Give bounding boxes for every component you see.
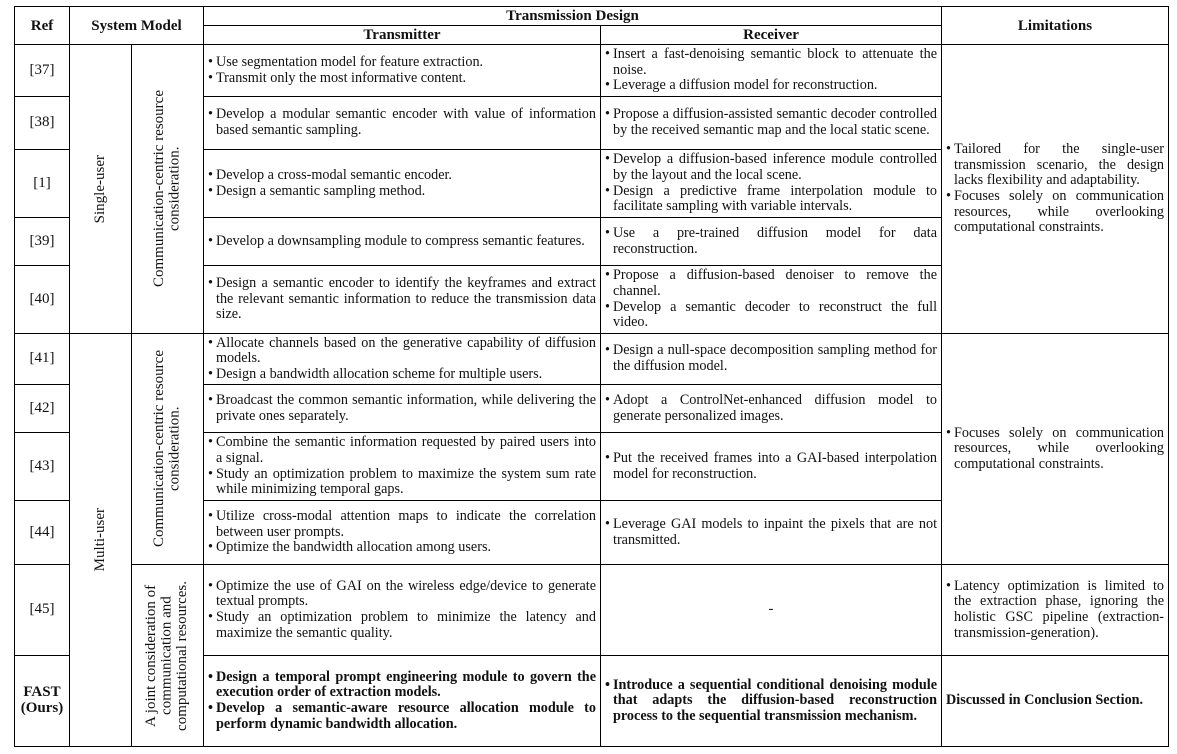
group-label: A joint consideration of communication and computational resources.: [143, 580, 191, 731]
transmitter-cell: [204, 150, 601, 218]
transmitter-cell: [204, 433, 601, 501]
receiver-cell: [601, 97, 942, 150]
list-item: • Leverage a diffusion model for reconstruction.: [605, 78, 937, 94]
list-item: • Optimize the use of GAI on the wireless edge/device to generate textual prompts.: [208, 579, 596, 610]
ref-cell: [45]: [15, 565, 70, 656]
list-item: • Leverage GAI models to inpaint the pixels that are not transmitted.: [605, 517, 937, 548]
list-item: • Design a predictive frame interpolation module to facilitate sampling with variable intervals.: [605, 184, 937, 215]
list-item: • Focuses solely on communication resources, while overlooking computational constraints.: [946, 189, 1164, 236]
table-row: [15, 565, 1169, 656]
list-item: • Allocate channels based on the generative capability of diffusion models.: [208, 336, 596, 367]
transmitter-cell: [204, 45, 601, 97]
list-item: • Study an optimization problem to minimize the latency and maximize the semantic quality.: [208, 610, 596, 641]
ref-cell: [42]: [15, 385, 70, 433]
list-item: • Adopt a ControlNet-enhanced diffusion model to generate personalized images.: [605, 393, 937, 424]
list-item: • Broadcast the common semantic information, while delivering the private ones separately.: [208, 393, 596, 424]
table-row: [15, 45, 1169, 97]
list-item: • Develop a downsampling module to compress semantic features.: [208, 234, 596, 250]
list-item: • Transmit only the most informative content.: [208, 71, 596, 87]
header-limitations: Limitations: [942, 7, 1169, 45]
comparison-table: [14, 6, 1169, 747]
ref-cell: [38]: [15, 97, 70, 150]
ref-cell: FAST (Ours): [15, 656, 70, 747]
list-item: • Develop a semantic decoder to reconstruct the full video.: [605, 300, 937, 331]
receiver-cell: -: [601, 565, 942, 656]
list-item: • Propose a diffusion-assisted semantic decoder controlled by the received semantic map and the local static scene.: [605, 107, 937, 138]
header-transmission-design: Transmission Design: [204, 7, 942, 26]
receiver-cell: [601, 385, 942, 433]
transmitter-cell: [204, 218, 601, 266]
receiver-cell: [601, 656, 942, 747]
receiver-cell: [601, 334, 942, 385]
list-item: • Use segmentation model for feature extraction.: [208, 55, 596, 71]
group-label: Communication-centric resource consideration.: [151, 350, 183, 548]
list-item: • Latency optimization is limited to the extraction phase, ignoring the holistic GSC pipeline (extraction-transmission-generation).: [946, 579, 1164, 641]
receiver-cell: [601, 45, 942, 97]
list-item: • Develop a modular semantic encoder with value of information based semantic sampling.: [208, 107, 596, 138]
ref-cell: [40]: [15, 266, 70, 334]
list-item: • Study an optimization problem to maximize the system sum rate while minimizing temporal gaps.: [208, 467, 596, 498]
list-item: • Introduce a sequential conditional denoising module that adapts the diffusion-based reconstruction process to the sequential transmission mechanism.: [605, 678, 937, 725]
receiver-cell: [601, 150, 942, 218]
receiver-cell: [601, 433, 942, 501]
list-item: • Design a semantic sampling method.: [208, 184, 596, 200]
list-item: • Combine the semantic information requested by paired users into a signal.: [208, 435, 596, 466]
transmitter-cell: [204, 501, 601, 565]
transmitter-cell: [204, 266, 601, 334]
list-item: • Develop a semantic-aware resource allocation module to perform dynamic bandwidth allocation.: [208, 701, 596, 732]
header-transmitter: Transmitter: [204, 26, 601, 45]
list-item: • Develop a diffusion-based inference module controlled by the layout and the local scene.: [605, 152, 937, 183]
group-label: Single-user: [91, 154, 108, 224]
group-comm-centric-2: [132, 334, 204, 565]
transmitter-cell: [204, 385, 601, 433]
list-item: • Utilize cross-modal attention maps to indicate the correlation between user prompts.: [208, 509, 596, 540]
transmitter-cell: [204, 334, 601, 385]
ref-cell: [1]: [15, 150, 70, 218]
ref-cell: [39]: [15, 218, 70, 266]
list-item: • Use a pre-trained diffusion model for data reconstruction.: [605, 226, 937, 257]
group-multi-user: [70, 334, 132, 747]
list-item: • Design a semantic encoder to identify the keyframes and extract the relevant semantic information to reduce the transmission data size.: [208, 276, 596, 323]
transmitter-cell: [204, 97, 601, 150]
group-label: Communication-centric resource consideration.: [151, 90, 183, 288]
ref-cell: [43]: [15, 433, 70, 501]
list-item: • Insert a fast-denoising semantic block to attenuate the noise.: [605, 47, 937, 78]
transmitter-cell: [204, 565, 601, 656]
header-ref: Ref: [15, 7, 70, 45]
list-item: • Optimize the bandwidth allocation among users.: [208, 540, 596, 556]
transmitter-cell: [204, 656, 601, 747]
list-item: • Tailored for the single-user transmission scenario, the design lacks flexibility and adaptability.: [946, 142, 1164, 189]
limitations-45: [942, 565, 1169, 656]
limitations-multi-user: [942, 334, 1169, 565]
limitations-fast: Discussed in Conclusion Section.: [942, 656, 1169, 747]
list-item: • Develop a cross-modal semantic encoder.: [208, 168, 596, 184]
list-item: • Focuses solely on communication resources, while overlooking computational constraints.: [946, 426, 1164, 473]
receiver-cell: [601, 218, 942, 266]
group-single-user: [70, 45, 132, 334]
list-item: • Propose a diffusion-based denoiser to remove the channel.: [605, 268, 937, 299]
ref-cell: [37]: [15, 45, 70, 97]
group-label: Multi-user: [91, 508, 108, 572]
limitations-single-user: [942, 45, 1169, 334]
ref-cell: [44]: [15, 501, 70, 565]
table-row: [15, 334, 1169, 385]
list-item: • Design a bandwidth allocation scheme for multiple users.: [208, 367, 596, 383]
list-item: • Design a temporal prompt engineering module to govern the execution order of extraction models.: [208, 670, 596, 701]
header-system-model: System Model: [70, 7, 204, 45]
list-item: • Put the received frames into a GAI-based interpolation model for reconstruction.: [605, 451, 937, 482]
group-comm-centric-1: [132, 45, 204, 334]
receiver-cell: [601, 501, 942, 565]
header-receiver: Receiver: [601, 26, 942, 45]
ref-cell: [41]: [15, 334, 70, 385]
group-joint: [132, 565, 204, 747]
receiver-cell: [601, 266, 942, 334]
list-item: • Design a null-space decomposition sampling method for the diffusion model.: [605, 343, 937, 374]
